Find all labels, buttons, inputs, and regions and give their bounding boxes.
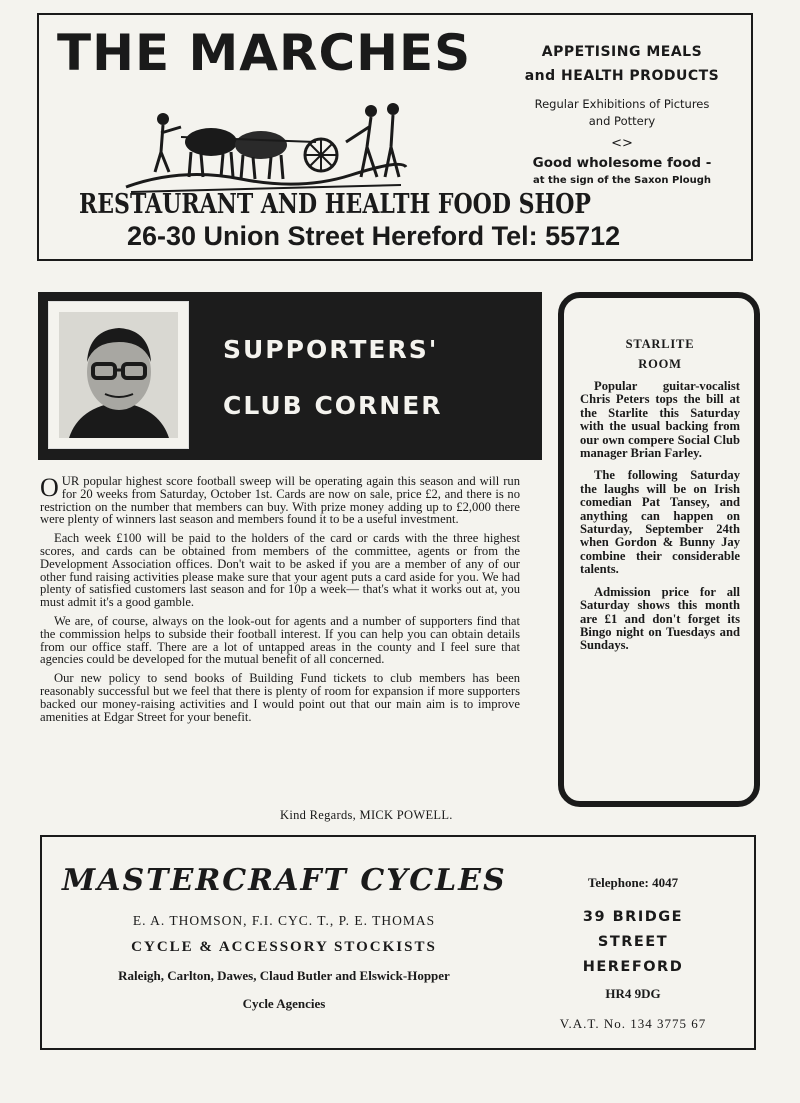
brands-line: Raleigh, Carlton, Dawes, Claud Butler and Elswick-Hopper [118,968,450,983]
telephone-line: Telephone: 4047 [587,875,679,890]
starlite-content [580,334,740,662]
club-corner-title [223,322,443,434]
starlite-heading-2: ROOM [638,357,682,371]
cycles-title: MASTERCRAFT CYCLES [62,863,507,898]
proprietors-line: E. A. THOMSON, F.I. CYC. T., P. E. THOMAS [132,913,436,928]
city-line: HEREFORD [582,959,684,975]
author-photo [48,301,189,449]
marches-title: THE MARCHES [57,24,472,82]
club-corner-banner [38,292,542,460]
marches-address: 26-30 Union Street Hereford Tel: 55712 [127,221,621,251]
starlite-room-box [558,292,760,807]
starlite-heading-1: STARLITE [625,337,695,351]
article-signoff: Kind Regards, MICK POWELL. [280,808,453,822]
diamond-divider: <> [611,136,633,151]
mastercraft-cycles-advert [40,835,756,1050]
marches-subtitle: RESTAURANT AND HEALTH FOOD SHOP [79,188,591,221]
saxon-plough-illustration [121,97,411,197]
postcode-line: HR4 9DG [605,986,661,1001]
exhibitions-line-1: Regular Exhibitions of Pictures [534,97,710,111]
club-corner-article [40,475,520,729]
marches-advert [37,13,753,261]
saxon-plough-line: at the sign of the Saxon Plough [532,175,712,186]
article-paragraph: Our new policy to send books of Building Fund tickets to club members has been reasonably successful but we feel that there is plenty of room for expansion if more supporters backed our money-raising activities and I would point out that our main aim is to improve amenities at Edgar Street for your benefit. [40,671,520,724]
club-title-line-2: CLUB CORNER [223,391,443,420]
street-line: 39 BRIDGE STREET [582,909,684,950]
exhibitions-line-2: and Pottery [588,114,656,128]
appetising-meals-line: APPETISING MEALS [541,44,703,60]
cycles-details [64,909,504,1012]
club-title-line-1: SUPPORTERS' [223,335,439,364]
starlite-paragraph: Popular guitar-vocalist Chris Peters tops the bill at the Starlite this Saturday with the usual backing from our own compere Social Club manager Brian Farley. [580,379,740,461]
article-paragraph: Each week £100 will be paid to the holders of the card or cards with the three highest scores, and cards can be obtained from members of the committee, agents or from the Development Association offices. Don't wait to be asked if you are a member of any of our other fund raising activities please make sure that your agent puts a card aside for you. We had plenty of satisfied customers last season and for 10p a week— that's what it works out at, you must admit it's a good gamble. [40,531,520,610]
stockists-line: CYCLE & ACCESSORY STOCKISTS [131,939,437,955]
health-products-line: and HEALTH PRODUCTS [524,68,720,84]
starlite-paragraph: The following Saturday the laughs will be on Irish comedian Pat Tansey, and anything can happen on Saturday, September 24th when Gordon & Bunny Jay combine their considerable talents. [580,468,740,577]
good-food-line: Good wholesome food - [532,155,712,171]
article-paragraph: We are, of course, always on the look-out for agents and a number of supporters find that the commission helps to subside their football interest. If you can help you can obtain details from our office staff. There are a lot of untapped areas in the county and I feel sure that agencies could be developed for the mutual benefit of all concerned. [40,613,520,667]
article-paragraph [40,475,520,526]
portrait-image [49,302,188,448]
marches-tagline-block [507,40,737,186]
exhibitions-line [507,96,737,130]
starlite-heading [580,334,740,374]
cycles-contact [548,875,718,1032]
vat-line: V.A.T. No. 134 3775 67 [559,1016,707,1031]
starlite-paragraph: Admission price for all Saturday shows this month are £1 and don't forget its Bingo night on Tuesdays and Sundays. [580,584,740,653]
drop-cap: O [40,473,59,502]
article-paragraph-1-text: UR popular highest score football sweep will be operating again this season and will run for 20 weeks from Saturday, October 1st. Cards are now on sale, price £2, and there is no restriction on the number that members can buy. With prize money adding up to £2,000 there were plenty of winners last season and members found it to be a useful investment. [40,474,520,527]
agencies-line: Cycle Agencies [242,996,326,1011]
